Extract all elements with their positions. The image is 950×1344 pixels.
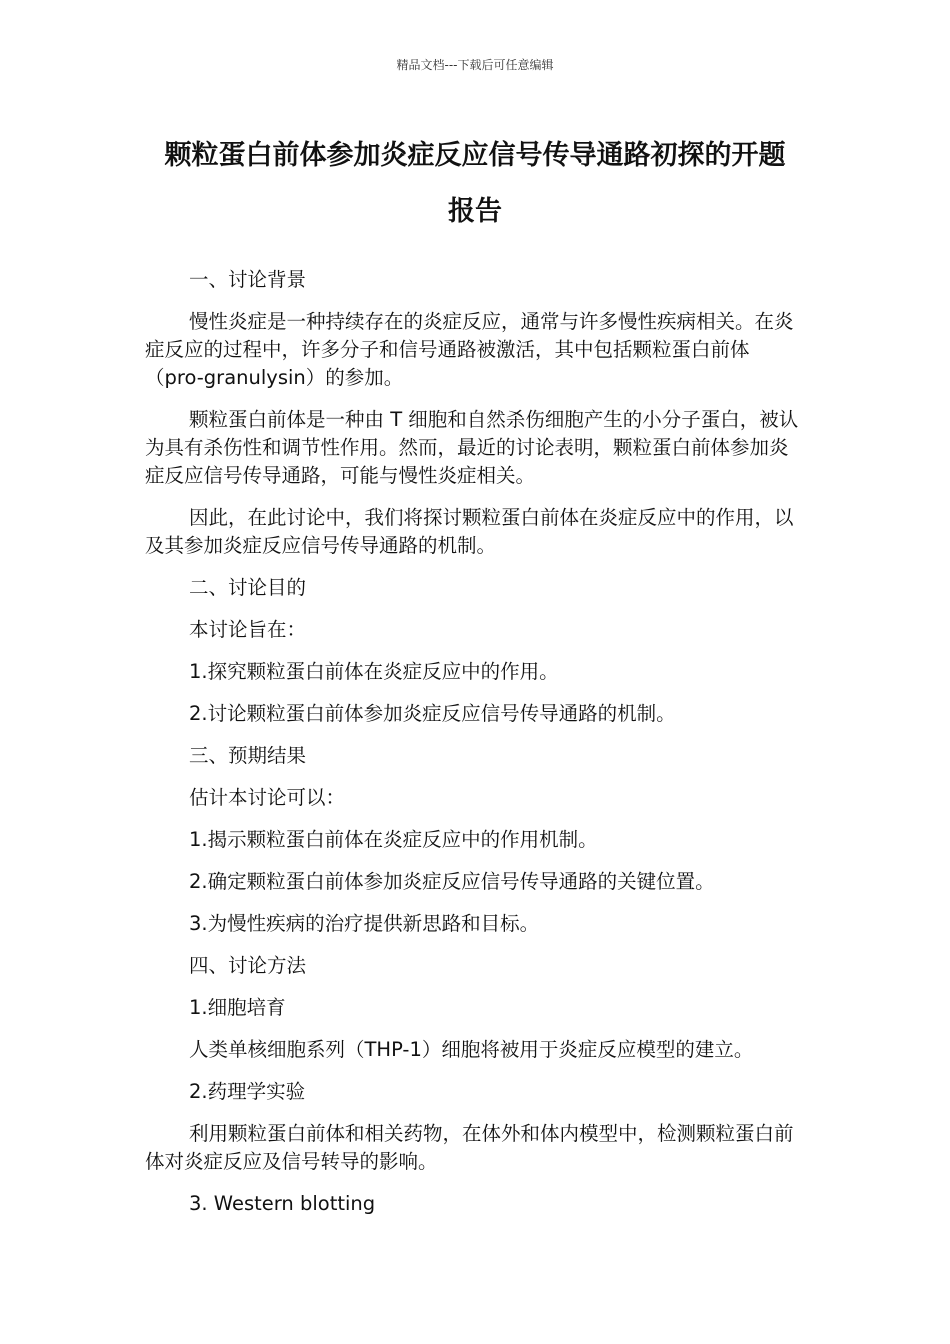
paragraph: 估计本讨论可以： — [189, 786, 346, 809]
paragraph: 利用颗粒蛋白前体和相关药物，在体外和体内模型中，检测颗粒蛋白前体对炎症反应及信号转导的影响。 — [145, 1122, 794, 1173]
list-item: 2.讨论颗粒蛋白前体参加炎症反应信号传导通路的机制。 — [189, 702, 676, 725]
title-line-2: 报告 — [448, 196, 502, 227]
subheading: 3. Western blotting — [189, 1192, 376, 1215]
document-body — [145, 266, 805, 1232]
title-line-1: 颗粒蛋白前体参加炎症反应信号传导通路初探的开题 — [164, 140, 786, 171]
list-item: 1.揭示颗粒蛋白前体在炎症反应中的作用机制。 — [189, 828, 598, 851]
list-item: 3.为慢性疾病的治疗提供新思路和目标。 — [189, 912, 540, 935]
subheading: 2.药理学实验 — [189, 1080, 306, 1103]
page-header: 精品文档---下载后可任意编辑 — [396, 58, 554, 72]
subheading: 1.细胞培育 — [189, 996, 286, 1019]
list-item: 1.探究颗粒蛋白前体在炎症反应中的作用。 — [189, 660, 559, 683]
paragraph: 颗粒蛋白前体是一种由 T 细胞和自然杀伤细胞产生的小分子蛋白，被认为具有杀伤性和调节性作用。然而，最近的讨论表明，颗粒蛋白前体参加炎症反应信号传导通路，可能与慢性炎症相关。 — [145, 408, 799, 487]
section-heading-background: 一、讨论背景 — [189, 268, 307, 291]
section-heading-expected-results: 三、预期结果 — [189, 744, 307, 767]
section-heading-methods: 四、讨论方法 — [189, 954, 307, 977]
list-item: 2.确定颗粒蛋白前体参加炎症反应信号传导通路的关键位置。 — [189, 870, 715, 893]
paragraph: 因此，在此讨论中，我们将探讨颗粒蛋白前体在炎症反应中的作用，以及其参加炎症反应信号传导通路的机制。 — [145, 506, 794, 557]
paragraph: 本讨论旨在： — [189, 618, 307, 641]
paragraph: 人类单核细胞系列（THP-1）细胞将被用于炎症反应模型的建立。 — [189, 1038, 754, 1061]
paragraph: 慢性炎症是一种持续存在的炎症反应，通常与许多慢性疾病相关。在炎症反应的过程中，许多分子和信号通路被激活，其中包括颗粒蛋白前体（pro-granulysin）的参加。 — [145, 310, 794, 389]
document-title — [120, 128, 830, 240]
section-heading-purpose: 二、讨论目的 — [189, 576, 307, 599]
